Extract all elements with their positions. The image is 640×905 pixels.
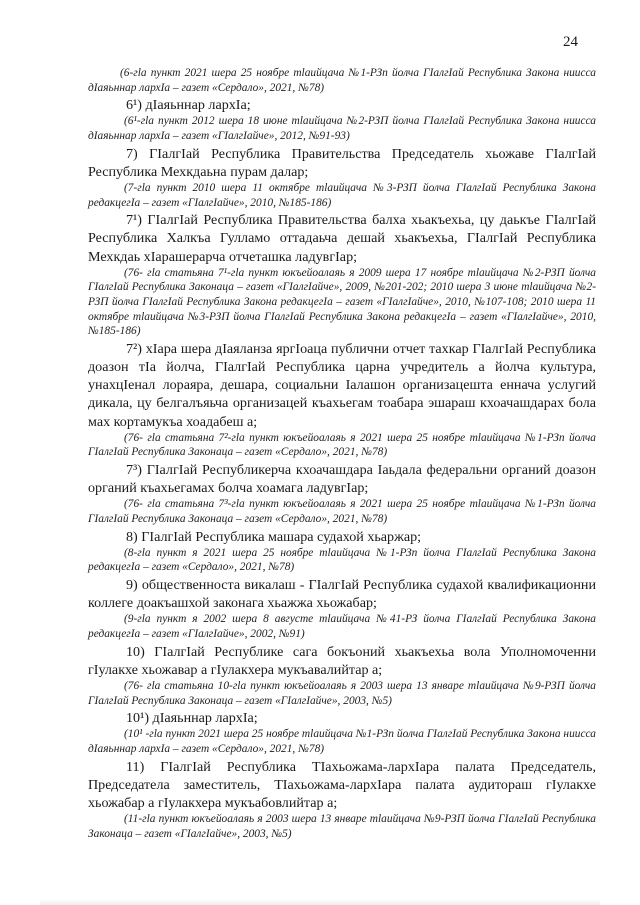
article-item: 7) ГӀалгӀай Республика Правительства Председатель хьожаве ГӀалгӀай Республика Мехкдаьна пурам далар; — [88, 145, 596, 180]
amendment-note: (10¹ -гlа пункт 2021 шера 25 ноябре тlаийцача №1-РЗп йолча ГӀалгӀай Республика Закона ниисса дӀаяьннар лархӀа – газет «Сердало», 2021, №78) — [88, 728, 596, 755]
amendment-note: (76- гlа статьяна 7¹-гlа пункт юкъейоалаяь я 2009 шера 17 ноябре тlаийцача №2-РЗП йолча ГӀалгӀай Республика Законаца – газет «ГӀалгӀайче», 2009, №201-202; 2010 шера 3 июне тlаийцача №2-РЗП йолча ГӀалгӀай Республика Закона редакцегӀа – газет «ГӀалгӀайче», 2010, №107-108; 2010 шера 11 октябре тlаийцача №3-РЗП йолча ГӀалгӀай Республика Закона редакцегӀа – газет «ГӀалгӀайче», 2010, №185-186) — [88, 266, 596, 338]
amendment-note: (6-гlа пункт 2021 шера 25 ноябре тlаийцача №1-РЗп йолча ГӀалгӀай Республика Закона ниисса дӀаяьннар лархӀа – газет «Сердало», 2021, №78) — [88, 67, 596, 94]
amendment-note: (76- гlа статьяна 7²-гlа пункт юкъейоалаяь я 2021 шера 25 ноябре тlаийцача №1-РЗп йолча ГӀалгӀай Республика Законаца – газет «Сердало», 2021, №78) — [88, 431, 596, 459]
article-item: 8) ГӀалгӀай Республика машара судахой хьаржар; — [126, 528, 422, 545]
article-item: 7³) ГӀалгӀай Республикерча кхоачашдара Ӏаьдала федеральни органий доазон органий къахьегамах болча хоамага ладувгӀар; — [88, 461, 596, 497]
amendment-note: (11-гlа пункт юкъейоалаяь я 2003 шера 13 январе тlаийцача №9-РЗП йолча ГӀалгӀай Республика Законаца – газет «ГӀалгӀайче», 2003, №5) — [88, 813, 596, 840]
amendment-note: (76- гlа статьяна 7³-гlа пункт юкъейоалаяь я 2021 шера 25 ноябре тlаийцача №1-РЗп йолча ГӀалгӀай Республика Законаца – газет «Сердало», 2021, №78) — [88, 498, 596, 525]
article-item: 9) общественноста викалаш - ГӀалгӀай Республика судахой квалификационни коллеге доакъашхой законага хьажжа хьожабар; — [88, 576, 596, 612]
amendment-note: (9-гlа пункт я 2002 шера 8 августе тlаийцача №41-РЗ йолча ГӀалгӀай Республика Закона редакцегӀа – газет «ГӀалгӀайче», 2002, №91) — [88, 613, 596, 640]
article-item: 7¹) ГӀалгӀай Республика Правительства балха хьакъехьа, цу даькъе ГӀалгӀай Республика Халкъа Гулламо оттадаьча дешай хьакъехьа, ГӀалгӀай Республика Мехкдаь хӀарашерарча отчеташка ладувгӀар; — [88, 212, 596, 265]
amendment-note: (6¹-гlа пункт 2012 шера 18 июне тlаийцача №2-РЗП йолча ГӀалгӀай Республика Закона ниисса дӀаяьннар лархӀа – газет «ГӀалгӀайче», 2012, №91-93) — [88, 115, 596, 142]
amendment-note: (76- гlа статьяна 10-гlа пункт юкъейоалаяь я 2003 шера 13 январе тlаийцача №9-РЗП йолча ГӀалгӀай Республика Законаца – газет «ГӀалгӀайче», 2003, №5) — [88, 679, 596, 707]
article-item: 7²) хӀара шера дӀаяланза яргӀоаца публични отчет тахкар ГӀалгӀай Республика доазон тӀа йолча, ГӀалгӀай Республика царна учредитель а йолча культура, унахцӀенал лораяра, дешара, социальни Ӏалашон организацешта еннача услугий дикала, цу белгалъяьча организацей къахьегам тоабара эшараш кхоачашдарах бола мах кортамукъа хоадабеш а; — [88, 340, 596, 430]
article-item: 10¹) дӀаяьннар лархӀа; — [126, 710, 258, 727]
amendment-note: (8-гlа пункт я 2021 шера 25 ноябре тlаийцача №1-РЗп йолча ГӀалгӀай Республика Закона редакцегӀа – газет «Сердало», 2021, №78) — [88, 546, 596, 574]
scan-bottom-edge — [40, 899, 600, 905]
article-item: 6¹) дӀаяьннар лархӀа; — [126, 97, 251, 114]
document-body — [88, 66, 596, 842]
article-item: 10) ГӀалгӀай Республике сага бокъоний хьакъехьа вола Уполномоченни гӀулакхе хьожавар а гӀулакхера мукъавалийтар а; — [88, 643, 596, 678]
amendment-note: (7-гlа пункт 2010 шера 11 октябре тlаийцача №3-РЗП йолча ГӀалгӀай Республика Закона редакцегӀа – газет «ГӀалгӀайче», 2010, №185-186) — [88, 181, 596, 209]
article-item: 11) ГӀалгӀай Республика ТӀахьожама-лархӀара палата Председатель, Председатела заместитель, ТӀахьожама-лархӀара палата аудитораш гӀулакхе хьожабар а гӀулакхера мукъабовлийтар а; — [88, 758, 596, 811]
page-number: 24 — [563, 34, 578, 50]
